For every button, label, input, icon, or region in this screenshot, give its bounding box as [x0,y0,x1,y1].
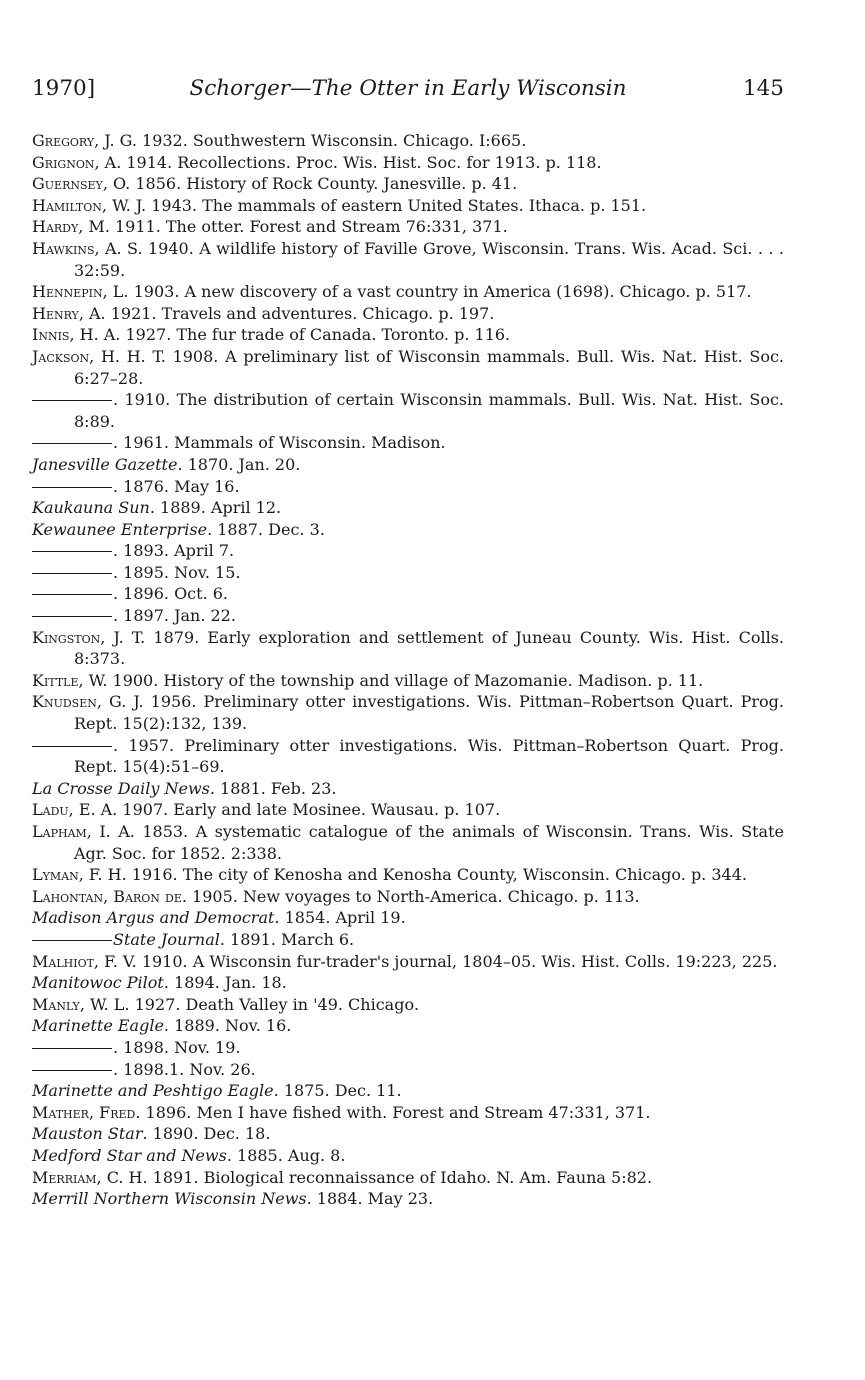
reference-text: . 1889. Nov. 16. [163,1016,292,1036]
reference-text: 1927. The fur trade of Canada. Toronto. p. 116. [120,325,511,345]
ditto-dash [32,487,112,488]
reference-text: 1903. A new discovery of a vast country in America (1698). Chicago. p. 517. [128,282,752,302]
reference-text: . 1961. Mammals of Wisconsin. Madison. [113,433,446,453]
reference-text: . 1884. May 23. [306,1189,434,1209]
reference-periodical: Kaukauna Sun [32,498,150,518]
reference-text: . 1894. Jan. 18. [163,973,287,993]
reference-entry [32,907,784,929]
reference-author: Henry, A. [32,303,106,323]
reference-text: 1956. Preliminary otter investigations. Wis. Pittman–Robertson Quart. Prog. Rept. 15(2):132, 139. [74,692,784,734]
ditto-dash [32,573,112,574]
reference-entry [32,454,784,476]
reference-entry [32,735,784,778]
ditto-dash [32,594,112,595]
ditto-dash [32,940,112,941]
reference-entry [32,519,784,541]
reference-entry [32,1102,784,1124]
reference-author: Malhiot, F. V. [32,951,137,971]
reference-entry [32,972,784,994]
reference-text: . 1910. The distribution of certain Wisconsin mammals. Bull. Wis. Nat. Hist. Soc. 8:89. [74,390,784,431]
reference-text: . 1889. April 12. [149,498,282,518]
reference-text: . 1885. Aug. 8. [226,1145,346,1165]
reference-text: 1907. Early and late Mosinee. Wausau. p. 107. [117,800,501,820]
reference-author: Lahontan, Baron de. [32,886,187,906]
reference-author: Hawkins, A. S. [32,238,143,258]
reference-periodical: Merrill Northern Wisconsin News [32,1189,307,1209]
reference-author: Mather, Fred. [32,1102,141,1122]
reference-author: Manly, W. L. [32,994,130,1014]
reference-periodical: La Crosse Daily News [32,778,210,798]
page-number: 145 [742,76,784,101]
reference-author: Merriam, C. H. [32,1167,148,1187]
reference-text: 1853. A systematic catalogue of the animals of Wisconsin. Trans. Wis. State Agr. Soc. for 1852. 2:338. [74,822,784,863]
ditto-dash [32,443,112,444]
reference-entry [32,627,784,670]
reference-text: 1896. Men I have fished with. Forest and Stream 47:331, 371. [140,1102,651,1122]
reference-text: 1921. Travels and adventures. Chicago. p. 197. [105,303,495,323]
reference-author: Hamilton, W. J. [32,195,147,215]
reference-text: 1940. A wildlife history of Faville Grove, Wisconsin. Trans. Wis. Acad. Sci. . . . 32:59. [74,238,785,280]
reference-list [32,130,784,1210]
reference-entry [32,1037,784,1059]
reference-entry [32,951,784,973]
reference-entry [32,583,784,605]
reference-text: 1911. The otter. Forest and Stream 76:331, 371. [109,217,508,237]
reference-entry [32,1188,784,1210]
reference-periodical: Medford Star and News [32,1145,227,1165]
reference-author: Hardy, M. [32,217,110,237]
reference-text: . 1876. May 16. [113,476,240,496]
reference-text: . 1896. Oct. 6. [113,584,229,604]
reference-text: 1932. Southwestern Wisconsin. Chicago. I:665. [136,131,527,150]
reference-text: 1856. History of Rock County. Janesville. p. 41. [130,174,518,194]
reference-text: 1927. Death Valley in '49. Chicago. [129,994,419,1014]
reference-periodical: Marinette Eagle [32,1016,164,1036]
reference-periodical: Kewaunee Enterprise [32,519,208,539]
reference-text: . 1898. Nov. 19. [113,1037,241,1057]
reference-author: Hennepin, L. [32,282,129,302]
reference-entry [32,346,784,389]
reference-entry [32,1059,784,1081]
reference-text: 1891. Biological reconnaissance of Idaho. N. Am. Fauna 5:82. [147,1167,653,1187]
reference-entry [32,216,784,238]
reference-text: . 1870. Jan. 20. [177,454,301,474]
reference-periodical: Manitowoc Pilot [32,973,164,993]
reference-text: 1916. The city of Kenosha and Kenosha County, Wisconsin. Chicago. p. 344. [126,865,747,885]
reference-author: Knudsen, G. J. [32,692,144,712]
reference-text: 1910. A Wisconsin fur-trader's journal, 1804–05. Wis. Hist. Colls. 19:223, 225. [136,951,778,971]
reference-entry [32,821,784,864]
reference-entry [32,303,784,325]
reference-author: Guernsey, O. [32,174,131,194]
reference-entry [32,432,784,454]
reference-author: Kittle, W. [32,670,108,690]
reference-entry [32,1015,784,1037]
reference-entry [32,864,784,886]
reference-entry [32,540,784,562]
reference-text: . 1881. Feb. 23. [209,778,337,798]
reference-entry [32,929,784,951]
ditto-dash [32,1070,112,1071]
reference-text: . 1854. April 19. [274,908,406,928]
reference-entry [32,562,784,584]
reference-text: 1879. Early exploration and settlement of Juneau County. Wis. Hist. Colls. 8:373. [74,627,784,669]
reference-entry [32,324,784,346]
reference-entry [32,497,784,519]
ditto-dash [32,1048,112,1049]
reference-periodical: Madison Argus and Democrat [32,908,275,928]
reference-text: . 1887. Dec. 3. [207,519,325,539]
reference-text: . 1875. Dec. 11. [273,1081,402,1101]
reference-text: . 1898.1. Nov. 26. [113,1059,256,1079]
reference-author: Grignon, A. [32,152,122,172]
ditto-dash [32,551,112,552]
reference-entry [32,130,784,152]
reference-entry [32,1123,784,1145]
reference-entry [32,195,784,217]
reference-text: 1905. New voyages to North-America. Chicago. p. 113. [186,886,640,906]
reference-entry [32,238,784,281]
running-header [32,74,784,104]
reference-author: Lapham, I. A. [32,822,135,841]
reference-text: . 1893. April 7. [113,541,235,561]
reference-entry [32,691,784,734]
reference-text: . 1957. Preliminary otter investigations. Wis. Pittman–Robertson Quart. Prog. Rept. 15(4):51–69. [74,735,784,777]
running-title: Schorger—The Otter in Early Wisconsin [189,76,627,101]
reference-entry [32,1080,784,1102]
reference-text: 1900. History of the township and village of Mazomanie. Madison. p. 11. [107,670,704,690]
ditto-dash [32,616,112,617]
reference-text: 1908. A preliminary list of Wisconsin mammals. Bull. Wis. Nat. Hist. Soc. 6:27–28. [74,346,785,388]
reference-entry [32,886,784,908]
reference-entry [32,152,784,174]
ditto-dash [32,400,112,401]
reference-entry [32,994,784,1016]
reference-text: . 1897. Jan. 22. [113,606,236,626]
reference-entry [32,281,784,303]
volume-year: 1970] [32,76,96,101]
reference-author: Jackson, H. H. T. [32,346,166,366]
reference-periodical: Janesville Gazette [32,454,178,474]
reference-entry [32,799,784,821]
reference-text: . 1891. March 6. [219,929,355,949]
reference-entry [32,476,784,498]
ditto-dash [32,746,112,747]
reference-text: . 1895. Nov. 15. [113,562,241,582]
reference-entry [32,173,784,195]
reference-entry [32,605,784,627]
reference-entry [32,778,784,800]
reference-author: Lyman, F. H. [32,865,127,885]
reference-periodical: State Journal [113,929,220,949]
reference-periodical: Marinette and Peshtigo Eagle [32,1081,274,1101]
reference-author: Kingston, J. T. [32,627,146,647]
reference-periodical: Mauston Star [32,1124,143,1144]
reference-entry [32,1167,784,1189]
reference-entry [32,670,784,692]
reference-entry [32,389,784,432]
reference-entry [32,1145,784,1167]
reference-author: Innis, H. A. [32,325,121,345]
reference-author: Gregory, J. G. [32,131,137,150]
reference-text: 1943. The mammals of eastern United States. Ithaca. p. 151. [146,195,647,215]
reference-author: Ladu, E. A. [32,800,118,820]
reference-text: . 1890. Dec. 18. [142,1124,271,1144]
reference-text: 1914. Recollections. Proc. Wis. Hist. Soc. for 1913. p. 118. [121,152,602,172]
